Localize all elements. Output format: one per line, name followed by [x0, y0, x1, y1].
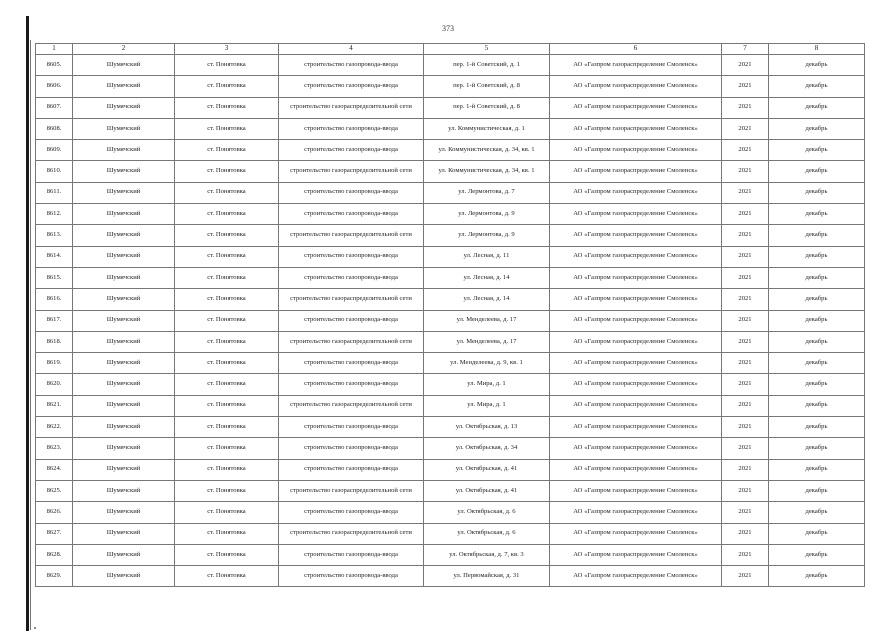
month-cell: декабрь: [769, 374, 865, 395]
organization-cell: АО «Газпром газораспределение Смоленск»: [550, 289, 722, 310]
column-header: 6: [550, 44, 722, 55]
month-cell: декабрь: [769, 310, 865, 331]
district-cell: Шумячский: [73, 204, 175, 225]
year-cell: 2021: [722, 267, 769, 288]
table-row: [36, 480, 865, 501]
column-header: 2: [73, 44, 175, 55]
work-type-cell: строительство газораспределительной сети: [279, 97, 424, 118]
table-row: [36, 55, 865, 76]
work-type-cell: строительство газопровода-ввода: [279, 267, 424, 288]
district-cell: Шумячский: [73, 118, 175, 139]
month-cell: декабрь: [769, 523, 865, 544]
row-number-cell: 8623.: [36, 438, 73, 459]
address-cell: ул. Лесная, д. 14: [424, 267, 550, 288]
year-cell: 2021: [722, 544, 769, 565]
work-type-cell: строительство газораспределительной сети: [279, 331, 424, 352]
settlement-cell: ст. Понятовка: [175, 502, 279, 523]
address-cell: ул. Октябрьская, д. 6: [424, 523, 550, 544]
settlement-cell: ст. Понятовка: [175, 374, 279, 395]
table-row: [36, 161, 865, 182]
month-cell: декабрь: [769, 331, 865, 352]
table-row: [36, 310, 865, 331]
settlement-cell: ст. Понятовка: [175, 182, 279, 203]
year-cell: 2021: [722, 118, 769, 139]
table-row: [36, 331, 865, 352]
year-cell: 2021: [722, 204, 769, 225]
month-cell: декабрь: [769, 502, 865, 523]
row-number-cell: 8613.: [36, 225, 73, 246]
year-cell: 2021: [722, 55, 769, 76]
organization-cell: АО «Газпром газораспределение Смоленск»: [550, 310, 722, 331]
column-header: 1: [36, 44, 73, 55]
district-cell: Шумячский: [73, 161, 175, 182]
address-cell: ул. Октябрьская, д. 6: [424, 502, 550, 523]
organization-cell: АО «Газпром газораспределение Смоленск»: [550, 140, 722, 161]
month-cell: декабрь: [769, 204, 865, 225]
year-cell: 2021: [722, 76, 769, 97]
table-row: [36, 97, 865, 118]
work-type-cell: строительство газораспределительной сети: [279, 480, 424, 501]
work-type-cell: строительство газораспределительной сети: [279, 395, 424, 416]
settlement-cell: ст. Понятовка: [175, 523, 279, 544]
work-type-cell: строительство газопровода-ввода: [279, 544, 424, 565]
address-cell: ул. Лермонтова, д. 7: [424, 182, 550, 203]
organization-cell: АО «Газпром газораспределение Смоленск»: [550, 204, 722, 225]
address-cell: ул. Лесная, д. 14: [424, 289, 550, 310]
district-cell: Шумячский: [73, 182, 175, 203]
year-cell: 2021: [722, 182, 769, 203]
settlement-cell: ст. Понятовка: [175, 353, 279, 374]
table-row: [36, 438, 865, 459]
year-cell: 2021: [722, 566, 769, 587]
address-cell: ул. Мира, д. 1: [424, 395, 550, 416]
district-cell: Шумячский: [73, 246, 175, 267]
row-number-cell: 8618.: [36, 331, 73, 352]
row-number-cell: 8614.: [36, 246, 73, 267]
table-row: [36, 225, 865, 246]
settlement-cell: ст. Понятовка: [175, 267, 279, 288]
table-row: [36, 544, 865, 565]
organization-cell: АО «Газпром газораспределение Смоленск»: [550, 438, 722, 459]
organization-cell: АО «Газпром газораспределение Смоленск»: [550, 76, 722, 97]
year-cell: 2021: [722, 523, 769, 544]
work-type-cell: строительство газораспределительной сети: [279, 225, 424, 246]
organization-cell: АО «Газпром газораспределение Смоленск»: [550, 544, 722, 565]
table-row: [36, 417, 865, 438]
table-row: [36, 182, 865, 203]
year-cell: 2021: [722, 161, 769, 182]
table-row: [36, 566, 865, 587]
work-type-cell: строительство газораспределительной сети: [279, 523, 424, 544]
district-cell: Шумячский: [73, 267, 175, 288]
month-cell: декабрь: [769, 544, 865, 565]
row-number-cell: 8627.: [36, 523, 73, 544]
address-cell: ул. Лермонтова, д. 9: [424, 204, 550, 225]
address-cell: пер. 1-й Советский, д. 8: [424, 97, 550, 118]
work-type-cell: строительство газопровода-ввода: [279, 246, 424, 267]
address-cell: ул. Коммунистическая, д. 1: [424, 118, 550, 139]
address-cell: ул. Октябрьская, д. 13: [424, 417, 550, 438]
organization-cell: АО «Газпром газораспределение Смоленск»: [550, 246, 722, 267]
district-cell: Шумячский: [73, 502, 175, 523]
month-cell: декабрь: [769, 246, 865, 267]
work-type-cell: строительство газопровода-ввода: [279, 566, 424, 587]
settlement-cell: ст. Понятовка: [175, 417, 279, 438]
row-number-cell: 8609.: [36, 140, 73, 161]
scan-speck: [34, 627, 36, 629]
row-number-cell: 8622.: [36, 417, 73, 438]
table-row: [36, 267, 865, 288]
year-cell: 2021: [722, 289, 769, 310]
settlement-cell: ст. Понятовка: [175, 225, 279, 246]
year-cell: 2021: [722, 97, 769, 118]
organization-cell: АО «Газпром газораспределение Смоленск»: [550, 353, 722, 374]
district-cell: Шумячский: [73, 374, 175, 395]
work-type-cell: строительство газопровода-ввода: [279, 502, 424, 523]
organization-cell: АО «Газпром газораспределение Смоленск»: [550, 566, 722, 587]
district-cell: Шумячский: [73, 55, 175, 76]
month-cell: декабрь: [769, 417, 865, 438]
organization-cell: АО «Газпром газораспределение Смоленск»: [550, 118, 722, 139]
settlement-cell: ст. Понятовка: [175, 118, 279, 139]
work-type-cell: строительство газопровода-ввода: [279, 353, 424, 374]
district-cell: Шумячский: [73, 459, 175, 480]
month-cell: декабрь: [769, 289, 865, 310]
settlement-cell: ст. Понятовка: [175, 161, 279, 182]
column-header: 8: [769, 44, 865, 55]
table-row: [36, 246, 865, 267]
scan-margin-line: [30, 40, 31, 630]
work-type-cell: строительство газопровода-ввода: [279, 310, 424, 331]
row-number-cell: 8617.: [36, 310, 73, 331]
table-row: [36, 140, 865, 161]
year-cell: 2021: [722, 417, 769, 438]
month-cell: декабрь: [769, 459, 865, 480]
district-cell: Шумячский: [73, 480, 175, 501]
header-row: [36, 44, 865, 55]
row-number-cell: 8608.: [36, 118, 73, 139]
row-number-cell: 8621.: [36, 395, 73, 416]
page-number: 373: [442, 24, 454, 33]
organization-cell: АО «Газпром газораспределение Смоленск»: [550, 374, 722, 395]
work-type-cell: строительство газопровода-ввода: [279, 438, 424, 459]
year-cell: 2021: [722, 140, 769, 161]
month-cell: декабрь: [769, 566, 865, 587]
district-cell: Шумячский: [73, 289, 175, 310]
table-row: [36, 395, 865, 416]
year-cell: 2021: [722, 395, 769, 416]
work-type-cell: строительство газопровода-ввода: [279, 417, 424, 438]
organization-cell: АО «Газпром газораспределение Смоленск»: [550, 331, 722, 352]
organization-cell: АО «Газпром газораспределение Смоленск»: [550, 502, 722, 523]
work-type-cell: строительство газораспределительной сети: [279, 289, 424, 310]
settlement-cell: ст. Понятовка: [175, 438, 279, 459]
work-type-cell: строительство газопровода-ввода: [279, 204, 424, 225]
year-cell: 2021: [722, 438, 769, 459]
row-number-cell: 8606.: [36, 76, 73, 97]
settlement-cell: ст. Понятовка: [175, 97, 279, 118]
table-row: [36, 459, 865, 480]
settlement-cell: ст. Понятовка: [175, 289, 279, 310]
settlement-cell: ст. Понятовка: [175, 395, 279, 416]
address-cell: ул. Первомайская, д. 31: [424, 566, 550, 587]
row-number-cell: 8624.: [36, 459, 73, 480]
year-cell: 2021: [722, 374, 769, 395]
month-cell: декабрь: [769, 76, 865, 97]
month-cell: декабрь: [769, 55, 865, 76]
address-cell: ул. Менделеева, д. 9, кв. 1: [424, 353, 550, 374]
district-cell: Шумячский: [73, 331, 175, 352]
year-cell: 2021: [722, 502, 769, 523]
address-cell: ул. Мира, д. 1: [424, 374, 550, 395]
organization-cell: АО «Газпром газораспределение Смоленск»: [550, 97, 722, 118]
settlement-cell: ст. Понятовка: [175, 310, 279, 331]
settlement-cell: ст. Понятовка: [175, 331, 279, 352]
address-cell: ул. Лермонтова, д. 9: [424, 225, 550, 246]
row-number-cell: 8628.: [36, 544, 73, 565]
month-cell: декабрь: [769, 118, 865, 139]
row-number-cell: 8610.: [36, 161, 73, 182]
organization-cell: АО «Газпром газораспределение Смоленск»: [550, 161, 722, 182]
settlement-cell: ст. Понятовка: [175, 55, 279, 76]
organization-cell: АО «Газпром газораспределение Смоленск»: [550, 395, 722, 416]
year-cell: 2021: [722, 459, 769, 480]
work-type-cell: строительство газопровода-ввода: [279, 182, 424, 203]
row-number-cell: 8616.: [36, 289, 73, 310]
row-number-cell: 8612.: [36, 204, 73, 225]
settlement-cell: ст. Понятовка: [175, 76, 279, 97]
address-cell: ул. Менделеева, д. 17: [424, 331, 550, 352]
month-cell: декабрь: [769, 353, 865, 374]
gasification-table: [35, 43, 865, 587]
work-type-cell: строительство газопровода-ввода: [279, 118, 424, 139]
month-cell: декабрь: [769, 161, 865, 182]
address-cell: ул. Лесная, д. 11: [424, 246, 550, 267]
row-number-cell: 8629.: [36, 566, 73, 587]
district-cell: Шумячский: [73, 544, 175, 565]
row-number-cell: 8607.: [36, 97, 73, 118]
settlement-cell: ст. Понятовка: [175, 204, 279, 225]
year-cell: 2021: [722, 225, 769, 246]
month-cell: декабрь: [769, 225, 865, 246]
address-cell: ул. Октябрьская, д. 7, кв. 3: [424, 544, 550, 565]
address-cell: ул. Менделеева, д. 17: [424, 310, 550, 331]
row-number-cell: 8605.: [36, 55, 73, 76]
work-type-cell: строительство газопровода-ввода: [279, 76, 424, 97]
district-cell: Шумячский: [73, 523, 175, 544]
organization-cell: АО «Газпром газораспределение Смоленск»: [550, 267, 722, 288]
column-header: 7: [722, 44, 769, 55]
address-cell: пер. 1-й Советский, д. 1: [424, 55, 550, 76]
settlement-cell: ст. Понятовка: [175, 246, 279, 267]
month-cell: декабрь: [769, 395, 865, 416]
district-cell: Шумячский: [73, 97, 175, 118]
organization-cell: АО «Газпром газораспределение Смоленск»: [550, 182, 722, 203]
year-cell: 2021: [722, 480, 769, 501]
organization-cell: АО «Газпром газораспределение Смоленск»: [550, 225, 722, 246]
district-cell: Шумячский: [73, 438, 175, 459]
table-row: [36, 204, 865, 225]
scan-binding-edge: [26, 16, 29, 631]
row-number-cell: 8625.: [36, 480, 73, 501]
row-number-cell: 8619.: [36, 353, 73, 374]
settlement-cell: ст. Понятовка: [175, 459, 279, 480]
month-cell: декабрь: [769, 182, 865, 203]
row-number-cell: 8626.: [36, 502, 73, 523]
organization-cell: АО «Газпром газораспределение Смоленск»: [550, 523, 722, 544]
table-row: [36, 374, 865, 395]
table-row: [36, 502, 865, 523]
work-type-cell: строительство газопровода-ввода: [279, 55, 424, 76]
address-cell: ул. Октябрьская, д. 41: [424, 480, 550, 501]
column-header: 3: [175, 44, 279, 55]
address-cell: ул. Октябрьская, д. 34: [424, 438, 550, 459]
address-cell: ул. Коммунистическая, д. 34, кв. 1: [424, 140, 550, 161]
table-row: [36, 76, 865, 97]
organization-cell: АО «Газпром газораспределение Смоленск»: [550, 55, 722, 76]
year-cell: 2021: [722, 310, 769, 331]
district-cell: Шумячский: [73, 417, 175, 438]
organization-cell: АО «Газпром газораспределение Смоленск»: [550, 480, 722, 501]
address-cell: ул. Коммунистическая, д. 34, кв. 1: [424, 161, 550, 182]
work-type-cell: строительство газопровода-ввода: [279, 140, 424, 161]
district-cell: Шумячский: [73, 566, 175, 587]
address-cell: пер. 1-й Советский, д. 8: [424, 76, 550, 97]
table-row: [36, 353, 865, 374]
column-header: 5: [424, 44, 550, 55]
settlement-cell: ст. Понятовка: [175, 544, 279, 565]
address-cell: ул. Октябрьская, д. 41: [424, 459, 550, 480]
table-row: [36, 523, 865, 544]
table-row: [36, 118, 865, 139]
settlement-cell: ст. Понятовка: [175, 140, 279, 161]
row-number-cell: 8611.: [36, 182, 73, 203]
settlement-cell: ст. Понятовка: [175, 480, 279, 501]
month-cell: декабрь: [769, 438, 865, 459]
table-row: [36, 289, 865, 310]
district-cell: Шумячский: [73, 140, 175, 161]
row-number-cell: 8615.: [36, 267, 73, 288]
year-cell: 2021: [722, 246, 769, 267]
month-cell: декабрь: [769, 97, 865, 118]
district-cell: Шумячский: [73, 353, 175, 374]
column-header: 4: [279, 44, 424, 55]
organization-cell: АО «Газпром газораспределение Смоленск»: [550, 417, 722, 438]
work-type-cell: строительство газораспределительной сети: [279, 161, 424, 182]
month-cell: декабрь: [769, 267, 865, 288]
year-cell: 2021: [722, 331, 769, 352]
month-cell: декабрь: [769, 480, 865, 501]
district-cell: Шумячский: [73, 310, 175, 331]
work-type-cell: строительство газопровода-ввода: [279, 374, 424, 395]
organization-cell: АО «Газпром газораспределение Смоленск»: [550, 459, 722, 480]
month-cell: декабрь: [769, 140, 865, 161]
district-cell: Шумячский: [73, 76, 175, 97]
settlement-cell: ст. Понятовка: [175, 566, 279, 587]
year-cell: 2021: [722, 353, 769, 374]
district-cell: Шумячский: [73, 225, 175, 246]
work-type-cell: строительство газопровода-ввода: [279, 459, 424, 480]
row-number-cell: 8620.: [36, 374, 73, 395]
district-cell: Шумячский: [73, 395, 175, 416]
